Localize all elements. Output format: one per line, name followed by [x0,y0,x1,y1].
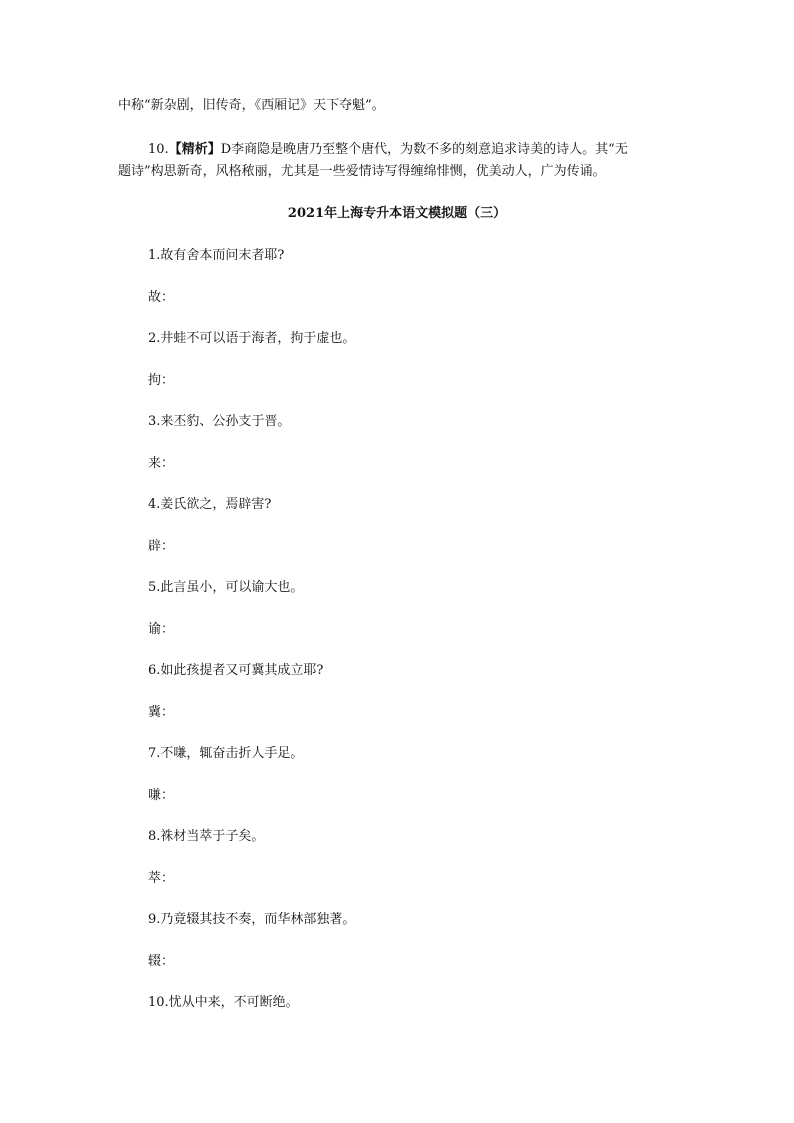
answer-label-1: 故： [148,290,175,305]
question-5: 5.此言虽小，可以谕大也。 [148,580,304,595]
question-2: 2.井蛙不可以语于海者，拘于虚也。 [148,331,356,346]
question-6: 6.如此孩提者又可冀其成立耶? [148,663,324,678]
answer-label-3: 来： [148,456,175,471]
answer-10-line-1 [148,140,628,160]
answer-label-8: 萃： [148,871,175,886]
answer-label-9: 辍： [148,954,175,969]
question-1: 1.故有舍本而问末者耶? [148,248,285,263]
answer-label-5: 谕： [148,622,175,637]
answer-tag: 【精析】 [168,142,221,157]
question-3: 3.来丕豹、公孙支于晋。 [148,414,291,429]
question-4: 4.姜氏欲之，焉辟害? [148,497,272,512]
answer-label-6: 冀： [148,705,175,720]
question-8: 8.祩材当萃于子矣。 [148,829,265,844]
answer-number: 10. [148,142,169,157]
answer-label-7: 嗛： [148,788,175,803]
answer-label-4: 辟： [148,539,175,554]
section-title: 2021年上海专升本语文模拟题（三） [287,206,507,221]
question-10: 10.忧从中来，不可断绝。 [148,995,299,1010]
question-7: 7.不嗛，辄奋击折人手足。 [148,746,304,761]
answer-label-2: 拘： [148,373,175,388]
question-9: 9.乃竟辍其技不奏，而华林部独著。 [148,912,356,927]
answer-text: D李商隐是晚唐乃至整个唐代，为数不多的刻意追求诗美的诗人。其“无 [220,142,628,157]
answer-10-line-2: 题诗”构思新奇，风格秾丽，尤其是一些爱情诗写得缠绵悱恻，优美动人，广为传诵。 [118,164,606,179]
previous-answer-tail: 中称“新杂剧，旧传奇，《西厢记》天下夺魁”。 [118,98,385,113]
